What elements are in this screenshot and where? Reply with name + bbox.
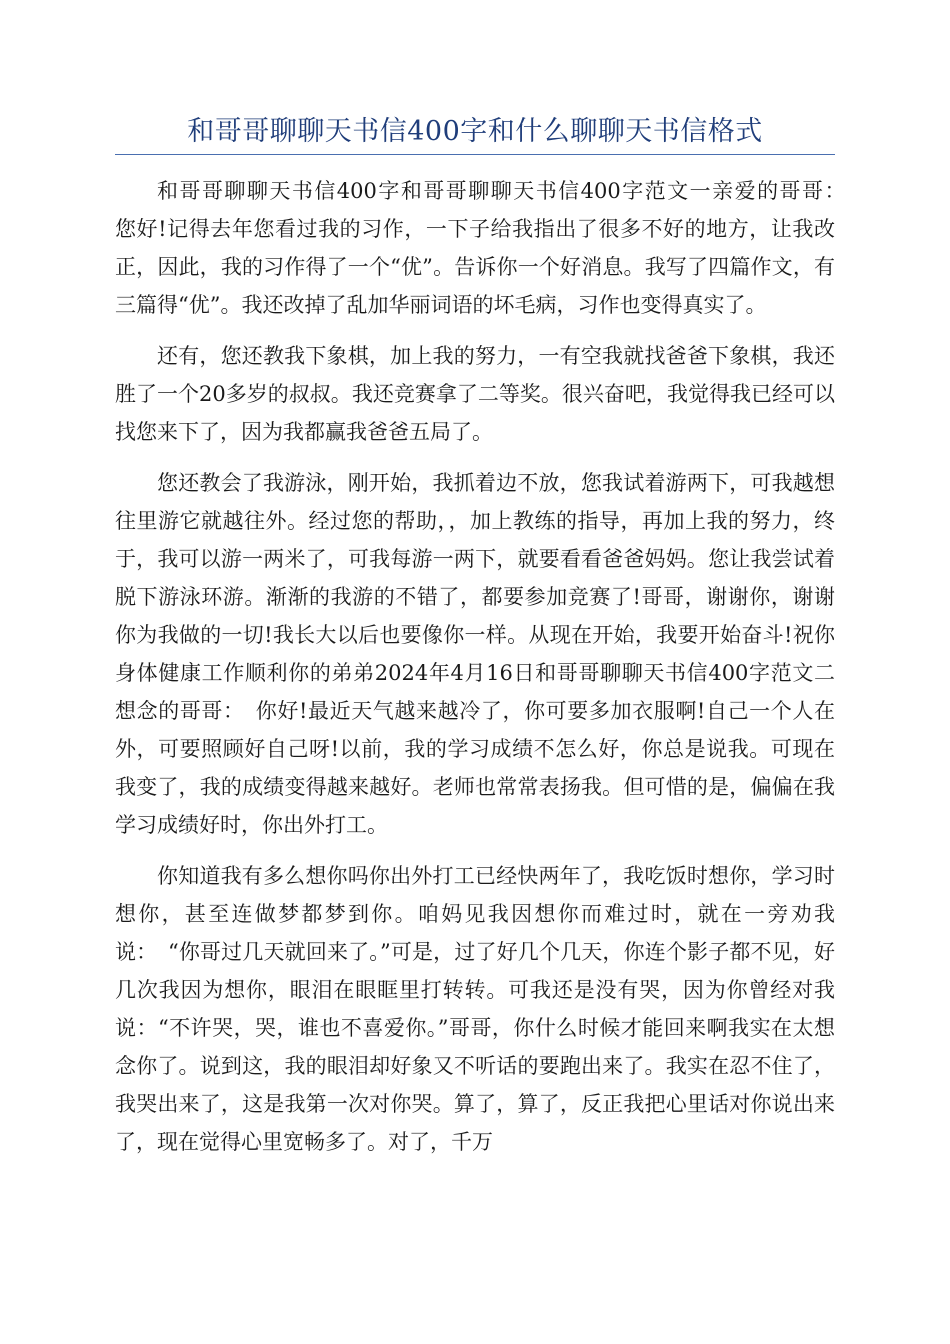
paragraph: 和哥哥聊聊天书信400字和哥哥聊聊天书信400字范文一亲爱的哥哥： 您好!记得去年您看过我的习作，一下子给我指出了很多不好的地方，让我改正，因此，我的习作得了一个“优”。告诉你一个好消息。我写了四篇作文，有三篇得“优”。我还改掉了乱加华丽词语的坏毛病，习作也变得真实了。 [115,179,856,317]
paragraph: 您还教会了我游泳，刚开始，我抓着边不放，您我试着游两下，可我越想往里游它就越往外。经过您的帮助，，加上教练的指导，再加上我的努力，终于，我可以游一两米了，可我每游一两下，就要看看爸爸妈妈。您让我尝试着脱下游泳环游。渐渐的我游的不错了，都要参加竞赛了!哥哥，谢谢你，谢谢你为我做的一切!我长大以后也要像你一样。从现在开始，我要开始奋斗!祝你身体健康工作顺利你的弟弟2024年4月16日和哥哥聊聊天书信400字范文二想念的哥哥： 你好!最近天气越来越冷了，你可要多加衣服啊!自己一个人在外，可要照顾好自己呀!以前，我的学习成绩不怎么好，你总是说我。可现在我变了，我的成绩变得越来越好。老师也常常表扬我。但可惜的是，偏偏在我学习成绩好时，你出外打工。 [115,471,835,837]
document-body [115,172,856,1174]
document-title: 和哥哥聊聊天书信400字和什么聊聊天书信格式 [187,116,763,147]
paragraph: 还有，您还教我下象棋，加上我的努力，一有空我就找爸爸下象棋，我还胜了一个20多岁的叔叔。我还竞赛拿了二等奖。很兴奋吧，我觉得我已经可以找您来下了，因为我都赢我爸爸五局了。 [115,344,835,444]
title-underline [115,154,835,155]
paragraph: 你知道我有多么想你吗你出外打工已经快两年了，我吃饭时想你，学习时想你，甚至连做梦都梦到你。咱妈见我因想你而难过时，就在一旁劝我说： “你哥过几天就回来了。”可是，过了好几个几天，你连个影子都不见，好几次我因为想你，眼泪在眼眶里打转转。可我还是没有哭，因为你曾经对我说：“不许哭，哭，谁也不喜爱你。”哥哥，你什么时候才能回来啊我实在太想念你了。说到这，我的眼泪却好象又不听话的要跑出来了。我实在忍不住了，我哭出来了，这是我第一次对你哭。算了，算了，反正我把心里话对你说出来了，现在觉得心里宽畅多了。对了，千万 [115,864,835,1154]
